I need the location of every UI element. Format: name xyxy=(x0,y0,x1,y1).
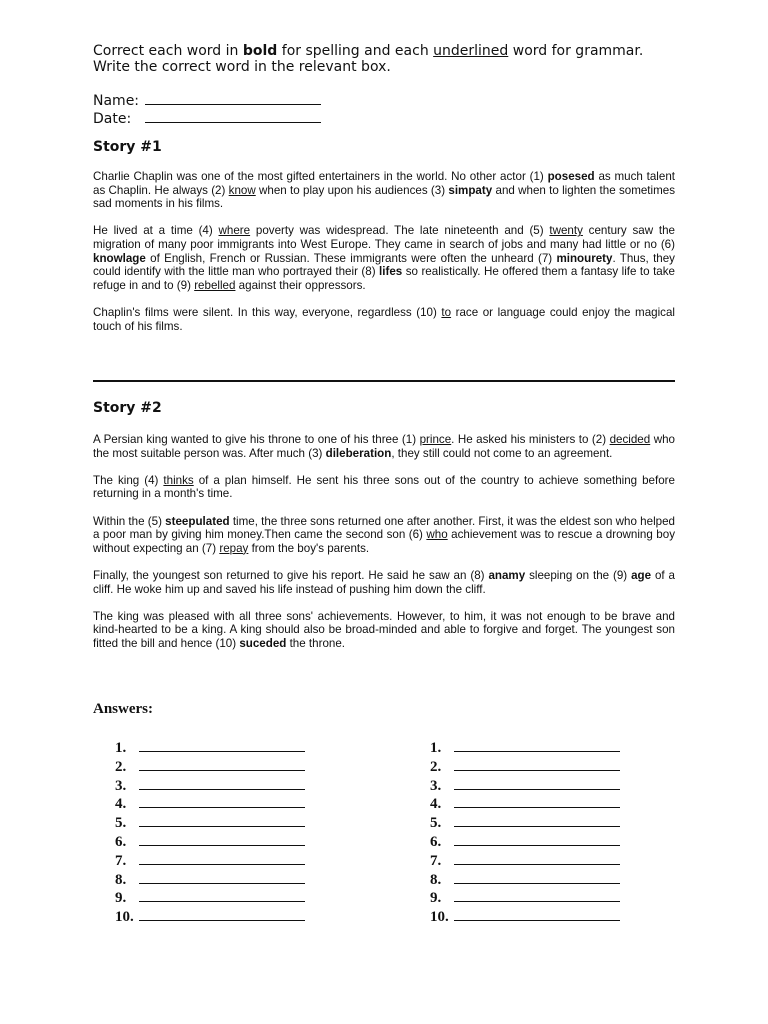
answer-number: 8. xyxy=(430,871,442,888)
story-text-run: achievement was to rescue a drowning boy without expecting an (7) xyxy=(93,528,675,555)
instructions-text: for spelling and each xyxy=(277,43,434,59)
answer-blank[interactable] xyxy=(454,832,620,846)
answer-number: 9. xyxy=(430,890,442,907)
underlined-grammar-word: where xyxy=(218,224,251,238)
answer-number: 1. xyxy=(115,740,127,756)
instructions-text: word for grammar. xyxy=(508,43,644,59)
answer-row xyxy=(115,776,305,795)
story-text-run: Within the (5) xyxy=(93,514,166,528)
answer-blank[interactable] xyxy=(139,907,305,921)
story-text-run: time, the three sons returned one after another. First, it was the eldest son who helped a poor man by giving him money.Then came the second son (6) xyxy=(93,514,675,542)
answer-number: 7. xyxy=(430,852,442,869)
story-paragraph xyxy=(93,515,675,556)
underlined-grammar-word: who xyxy=(426,528,448,542)
story-text-run: poverty was widespread. The late nineteenth and (5) xyxy=(250,224,550,238)
story-text-run: Finally, the youngest son returned to give his report. He said he saw an (8) xyxy=(93,568,489,582)
date-label: Date: xyxy=(93,111,132,127)
instructions-line-1 xyxy=(93,43,693,59)
story-paragraph xyxy=(93,170,675,211)
underlined-grammar-word: to xyxy=(441,305,452,319)
answer-number: 5. xyxy=(115,815,127,832)
answers-column-left xyxy=(115,738,305,926)
answer-number: 6. xyxy=(115,833,127,850)
answer-blank[interactable] xyxy=(454,888,620,902)
answer-row xyxy=(115,870,305,889)
answer-number: 4. xyxy=(430,796,442,813)
story-text-run: sleeping on the (9) xyxy=(525,568,632,582)
story-paragraph xyxy=(93,610,675,651)
answer-blank[interactable] xyxy=(139,738,305,752)
instructions-underlined-word: underlined xyxy=(433,43,509,59)
instructions-text: Correct each word in xyxy=(93,43,243,59)
answer-row xyxy=(430,832,620,851)
story-text-run: and when to lighten the sometimes sad moments in his films. xyxy=(93,183,676,211)
date-row xyxy=(93,109,321,127)
story-paragraph xyxy=(93,224,675,292)
answer-blank[interactable] xyxy=(454,870,620,884)
bold-spelling-word: posesed xyxy=(547,170,595,183)
story-text-run: the throne. xyxy=(286,636,346,650)
answer-number: 2. xyxy=(115,758,127,775)
answer-blank[interactable] xyxy=(139,832,305,846)
story-text-run: as much talent as Chaplin. He always (2) xyxy=(93,170,676,197)
answer-number: 3. xyxy=(115,777,127,794)
answer-row xyxy=(115,832,305,851)
story-text-run: , they still could not come to an agreement. xyxy=(391,446,613,460)
story-text-run: against their oppressors. xyxy=(235,278,366,292)
story-text-run: Charlie Chaplin was one of the most gifted entertainers in the world. No other actor (1) xyxy=(93,170,548,183)
bold-spelling-word: minourety xyxy=(556,251,613,265)
bold-spelling-word: knowlage xyxy=(93,251,146,265)
answer-row xyxy=(430,907,620,926)
bold-spelling-word: steepulated xyxy=(165,514,230,528)
student-fields xyxy=(93,91,321,127)
instructions-line-2: Write the correct word in the relevant box. xyxy=(93,59,391,75)
bold-spelling-word: suceded xyxy=(239,636,287,650)
story-paragraph xyxy=(93,474,675,501)
answer-blank[interactable] xyxy=(139,888,305,902)
bold-spelling-word: simpaty xyxy=(448,183,493,197)
answer-row xyxy=(115,738,305,757)
bold-spelling-word: lifes xyxy=(379,265,403,279)
story-text-run: . He asked his ministers to (2) xyxy=(451,433,610,446)
underlined-grammar-word: prince xyxy=(419,433,452,446)
answer-row xyxy=(430,776,620,795)
answer-row xyxy=(115,851,305,870)
answer-number: 8. xyxy=(115,871,127,888)
answer-row xyxy=(115,757,305,776)
story-text-run: from the boy's parents. xyxy=(248,541,370,555)
name-label: Name: xyxy=(93,93,140,109)
answers-title: Answers: xyxy=(93,701,153,717)
story-text-run: of English, French or Russian. These immigrants were often the unheard (7) xyxy=(145,251,557,265)
answer-number: 3. xyxy=(430,777,442,794)
story-text-run: A Persian king wanted to give his throne to one of his three (1) xyxy=(93,433,420,446)
story-text-run: when to play upon his audiences (3) xyxy=(255,183,449,197)
answer-number: 4. xyxy=(115,796,127,813)
answer-row xyxy=(430,888,620,907)
answer-number: 5. xyxy=(430,815,442,832)
story-text-run: He lived at a time (4) xyxy=(93,224,219,238)
underlined-grammar-word: twenty xyxy=(549,224,583,238)
answer-blank[interactable] xyxy=(454,738,620,752)
answer-blank[interactable] xyxy=(139,757,305,771)
instructions-bold-word: bold xyxy=(242,43,278,59)
story-text-run: The king was pleased with all three sons' achievements. However, to him, it was not enough to be brave and kind-hearted to be a king. A king should also be broad-minded and able to forgive and forget. The youngest son fitted the bill and hence (10) xyxy=(93,609,675,650)
underlined-grammar-word: know xyxy=(228,183,256,197)
answer-row xyxy=(430,738,620,757)
story-text-run: century saw the migration of many poor immigrants into West Europe. They came in search of jobs and many had little or no (6) xyxy=(93,224,675,251)
section-divider xyxy=(93,380,675,382)
name-row xyxy=(93,91,321,109)
answer-number: 9. xyxy=(115,890,127,907)
answer-number: 10. xyxy=(115,909,134,926)
answer-blank[interactable] xyxy=(454,813,620,827)
story-text-run: race or language could enjoy the magical touch of his films. xyxy=(93,305,675,333)
answer-row xyxy=(115,794,305,813)
date-blank[interactable] xyxy=(145,109,321,123)
answer-row xyxy=(430,813,620,832)
story-paragraph xyxy=(93,569,675,596)
story-text-run: . Thus, they could identify with the little man who portrayed their (8) xyxy=(93,251,675,279)
underlined-grammar-word: repay xyxy=(219,541,249,555)
story-text-run: Chaplin's films were silent. In this way, everyone, regardless (10) xyxy=(93,305,442,319)
bold-spelling-word: anamy xyxy=(488,568,526,582)
answer-blank[interactable] xyxy=(454,907,620,921)
answer-row xyxy=(115,888,305,907)
underlined-grammar-word: decided xyxy=(609,433,651,446)
answer-blank[interactable] xyxy=(139,851,305,865)
answer-blank[interactable] xyxy=(139,813,305,827)
answer-number: 2. xyxy=(430,758,442,775)
answer-row xyxy=(115,813,305,832)
bold-spelling-word: age xyxy=(631,568,652,582)
name-blank[interactable] xyxy=(145,91,321,105)
underlined-grammar-word: thinks xyxy=(163,473,194,487)
story-paragraph xyxy=(93,433,675,460)
answer-blank[interactable] xyxy=(454,851,620,865)
underlined-grammar-word: rebelled xyxy=(194,278,236,292)
story-2-title: Story #2 xyxy=(93,400,162,416)
story-text-run: of a cliff. He woke him up and saved his life instead of pushing him down the cliff. xyxy=(93,568,675,596)
answer-row xyxy=(430,794,620,813)
answer-row xyxy=(430,757,620,776)
answer-blank[interactable] xyxy=(139,794,305,808)
story-1-text xyxy=(93,170,675,347)
instructions xyxy=(93,43,693,75)
story-text-run: The king (4) xyxy=(93,473,164,487)
answer-blank[interactable] xyxy=(139,870,305,884)
story-1-title: Story #1 xyxy=(93,139,162,155)
answer-blank[interactable] xyxy=(139,776,305,790)
answer-blank[interactable] xyxy=(454,776,620,790)
story-paragraph xyxy=(93,306,675,333)
answer-number: 1. xyxy=(430,740,442,756)
answer-row xyxy=(430,870,620,889)
story-text-run: of a plan himself. He sent his three sons out of the country to achieve something before returning in a month's time. xyxy=(93,473,675,501)
answers-column-right xyxy=(430,738,620,926)
bold-spelling-word: dileberation xyxy=(325,446,392,460)
answer-number: 6. xyxy=(430,833,442,850)
answer-blank[interactable] xyxy=(454,757,620,771)
answer-number: 10. xyxy=(430,909,449,926)
answer-number: 7. xyxy=(115,852,127,869)
answer-row xyxy=(115,907,305,926)
answer-row xyxy=(430,851,620,870)
story-text-run: so realistically. He offered them a fantasy life to take refuge in and to (9) xyxy=(93,265,675,292)
story-2-text xyxy=(93,433,675,664)
story-text-run: who the most suitable person was. After much (3) xyxy=(93,433,675,460)
answer-blank[interactable] xyxy=(454,794,620,808)
